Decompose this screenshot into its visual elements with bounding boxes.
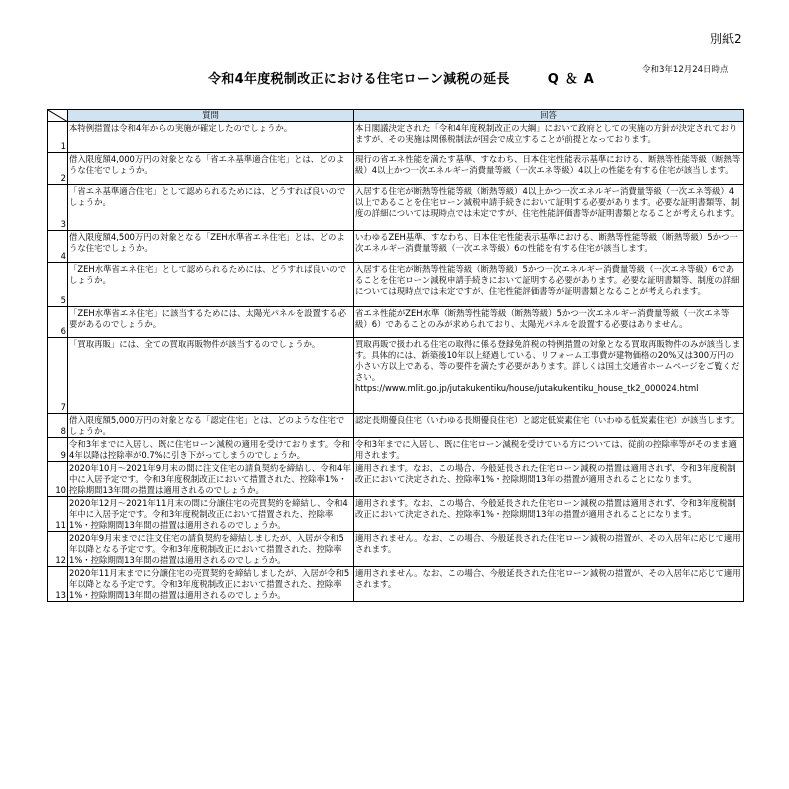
table-row bbox=[48, 263, 744, 307]
answer-cell bbox=[354, 231, 744, 263]
row-number: 6 bbox=[48, 307, 68, 338]
answer-cell bbox=[354, 307, 744, 338]
answer-text: 適用されます。なお、この場合、今般延長された住宅ローン減税の措置は適用されず、令和3年度税制改正において決定された、控除率1%・控除期間13年の措置が適用されることになります。 bbox=[355, 498, 736, 519]
row-number: 12 bbox=[48, 532, 68, 567]
corner-cell bbox=[48, 110, 68, 122]
answer-text: 認定長期優良住宅（いわゆる長期優良住宅）と認定低炭素住宅（いわゆる低炭素住宅）が該当します。 bbox=[355, 415, 740, 425]
answer-cell bbox=[354, 338, 744, 414]
answer-text: いわゆるZEH基準、すなわち、日本住宅性能表示基準における、断熱等性能等級（断熱等級）5かつ一次エネルギー消費量等級（一次エネ等級）6の性能を有する住宅が該当します。 bbox=[355, 232, 738, 253]
answer-cell bbox=[354, 153, 744, 185]
table-row bbox=[48, 567, 744, 602]
table-row bbox=[48, 532, 744, 567]
date-label: 令和3年12月24日時点 bbox=[642, 65, 729, 75]
question-cell: 借入限度額4,500万円の対象となる「ZEH水準省エネ住宅」とは、どのような住宅でしょうか。 bbox=[68, 231, 354, 263]
answer-cell bbox=[354, 438, 744, 462]
answer-cell bbox=[354, 532, 744, 567]
answer-cell bbox=[354, 185, 744, 231]
answer-text: 現行の省エネ性能を満たす基準、すなわち、日本住宅性能表示基準における、断熱等性能等級（断熱等級）4以上かつ一次エネルギー消費量等級（一次エネ等級）4以上の性能を有する住宅が該当します。 bbox=[355, 154, 741, 175]
table-body bbox=[48, 122, 744, 602]
answer-cell bbox=[354, 263, 744, 307]
page-title-suffix: Q＆A bbox=[547, 72, 600, 87]
diagonal-line-icon bbox=[48, 110, 68, 122]
question-cell: 2020年9月末までに注文住宅の請負契約を締結しましたが、入居が令和5年以降となる予定です。令和3年度税制改正において措置された、控除率1%・控除期間13年間の措置は適用されるのでしょうか。 bbox=[68, 532, 354, 567]
question-cell: 「省エネ基準適合住宅」として認められるためには、どうすれば良いのでしょうか。 bbox=[68, 185, 354, 231]
table-row bbox=[48, 497, 744, 532]
row-number: 5 bbox=[48, 263, 68, 307]
question-cell: 借入限度額5,000万円の対象となる「認定住宅」とは、どのような住宅でしょうか。 bbox=[68, 414, 354, 438]
mlit-link[interactable]: https://www.mlit.go.jp/jutakukentiku/house/jutakukentiku_house_tk2_000024.html bbox=[355, 383, 699, 393]
row-number: 3 bbox=[48, 185, 68, 231]
table-header-row bbox=[48, 110, 744, 122]
column-header-question: 質問 bbox=[68, 110, 354, 122]
row-number: 10 bbox=[48, 462, 68, 497]
qa-table bbox=[47, 109, 744, 602]
table-row bbox=[48, 338, 744, 414]
answer-text: 適用されます。なお、この場合、今般延長された住宅ローン減税の措置は適用されず、令和3年度税制改正において決定された、控除率1%・控除期間13年の措置が適用されることになります。 bbox=[355, 463, 736, 484]
answer-text: 入居する住宅が断熱等性能等級（断熱等級）5かつ一次エネルギー消費量等級（一次エネ等級）6であることを住宅ローン減税申請手続きにおいて証明する必要があります。必要な証明書類等、制度の詳細については現時点では未定ですが、住宅性能評価書等が証明書類となることが考えられます。 bbox=[355, 264, 740, 296]
page-title-text: 令和4年度税制改正における住宅ローン減税の延長 bbox=[208, 72, 510, 87]
answer-text: 買取再販で扱われる住宅の取得に係る登録免許税の特例措置の対象となる買取再販物件のみが該当します。具体的には、新築後10年以上経過している、リフォーム工事費が建物価格の20%又は300万円の小さい方以上である、等の要件を満たす必要があります。詳しくは国土交通省ホームページをご覧ください。 bbox=[355, 339, 741, 382]
question-cell: 「ZEH水準省エネ住宅」に該当するためには、太陽光パネルを設置する必要があるのでしょうか。 bbox=[68, 307, 354, 338]
answer-text: 入居する住宅が断熱等性能等級（断熱等級）4以上かつ一次エネルギー消費量等級（一次エネ等級）4以上であることを住宅ローン減税申請手続きにおいて証明する必要があります。必要な証明書類等、制度の詳細については現時点では未定ですが、住宅性能評価書等が証明書類となることが考えられます。 bbox=[355, 186, 740, 218]
table-row bbox=[48, 462, 744, 497]
row-number: 13 bbox=[48, 567, 68, 602]
answer-text: 省エネ性能がZEH水準（断熱等性能等級（断熱等級）5かつ一次エネルギー消費量等級（一次エネ等級）6）であることのみが求められており、太陽光パネルを設置する必要はありません。 bbox=[355, 308, 730, 329]
question-cell: 本特例措置は令和4年からの実施が確定したのでしょうか。 bbox=[68, 122, 354, 153]
answer-cell bbox=[354, 462, 744, 497]
table-row bbox=[48, 153, 744, 185]
row-number: 11 bbox=[48, 497, 68, 532]
row-number: 2 bbox=[48, 153, 68, 185]
answer-text: 適用されません。なお、この場合、今般延長された住宅ローン減税の措置が、その入居年に応じて適用されます。 bbox=[355, 568, 741, 589]
table-row bbox=[48, 438, 744, 462]
annex-label: 別紙2 bbox=[710, 32, 742, 46]
question-cell: 2020年12月～2021年11月末の間に分譲住宅の売買契約を締結し、令和4年中に入居予定です。令和3年度税制改正において措置された、控除率1%・控除期間13年間の措置は適用されるのでしょうか。 bbox=[68, 497, 354, 532]
question-cell: 借入限度額4,000万円の対象となる「省エネ基準適合住宅」とは、どのような住宅でしょうか。 bbox=[68, 153, 354, 185]
table-row bbox=[48, 122, 744, 153]
answer-cell bbox=[354, 497, 744, 532]
table-row bbox=[48, 185, 744, 231]
row-number: 9 bbox=[48, 438, 68, 462]
page-title bbox=[208, 68, 600, 87]
column-header-answer: 回答 bbox=[354, 110, 744, 122]
answer-text: 令和3年までに入居し、既に住宅ローン減税を受けている方については、従前の控除率等がそのまま適用されます。 bbox=[355, 439, 737, 460]
question-cell: 2020年10月～2021年9月末の間に注文住宅の請負契約を締結し、令和4年中に入居予定です。令和3年度税制改正において措置された、控除率1%・控除期間13年間の措置は適用されるのでしょうか。 bbox=[68, 462, 354, 497]
row-number: 7 bbox=[48, 338, 68, 414]
row-number: 1 bbox=[48, 122, 68, 153]
question-cell: 「ZEH水準省エネ住宅」として認められるためには、どうすれば良いのでしょうか。 bbox=[68, 263, 354, 307]
question-cell: 2020年11月末までに分譲住宅の売買契約を締結しましたが、入居が令和5年以降となる予定です。令和3年度税制改正において措置された、控除率1%・控除期間13年間の措置は適用されるのでしょうか。 bbox=[68, 567, 354, 602]
answer-cell bbox=[354, 122, 744, 153]
answer-cell bbox=[354, 414, 744, 438]
table-row bbox=[48, 231, 744, 263]
table-row bbox=[48, 307, 744, 338]
answer-text: 本日閣議決定された「令和4年度税制改正の大綱」において政府としての実施の方針が決定されておりますが、その実施は関係税制法が国会で成立することが前提となっております。 bbox=[355, 123, 738, 144]
answer-text: 適用されません。なお、この場合、今般延長された住宅ローン減税の措置が、その入居年に応じて適用されます。 bbox=[355, 533, 741, 554]
answer-cell bbox=[354, 567, 744, 602]
question-cell: 令和3年までに入居し、既に住宅ローン減税の適用を受けております。令和4年以降は控除率が0.7%に引き下がってしまうのでしょうか。 bbox=[68, 438, 354, 462]
question-cell: 「買取再販」には、全ての買取再販物件が該当するのでしょうか。 bbox=[68, 338, 354, 414]
row-number: 4 bbox=[48, 231, 68, 263]
row-number: 8 bbox=[48, 414, 68, 438]
table-row bbox=[48, 414, 744, 438]
